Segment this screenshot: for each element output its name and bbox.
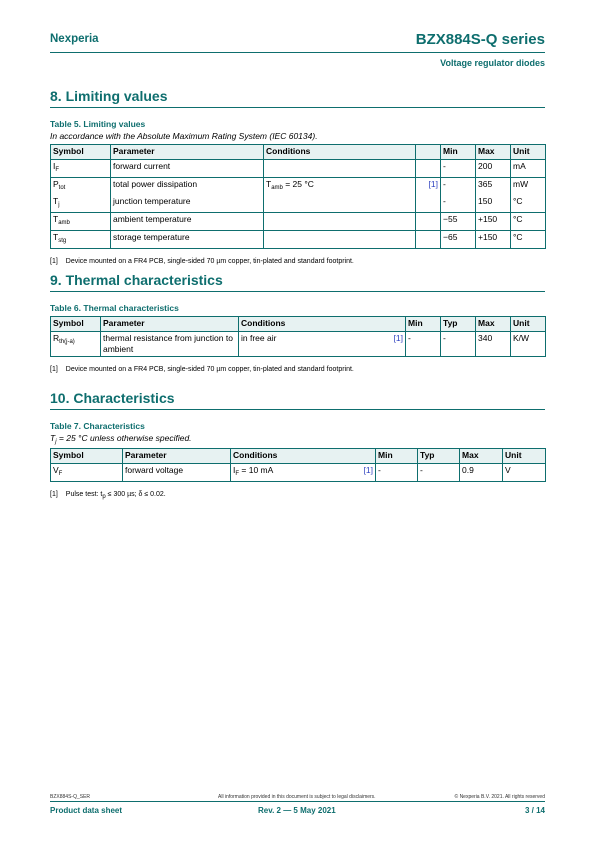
section-title: 9. Thermal characteristics	[50, 272, 545, 292]
cell-conditions: $T_{amb} = 25$ °C	[264, 178, 416, 213]
cell-ref	[416, 231, 441, 249]
cell-parameter: total power dissipation	[111, 178, 264, 196]
document-subtitle: Voltage regulator diodes	[440, 58, 545, 68]
table-note: $T_j = 25$ °C unless otherwise specified.	[50, 433, 192, 445]
section-limiting-values	[50, 88, 545, 265]
footnote-marker: [1]	[50, 258, 58, 265]
footer-disclaimer: All information provided in this document is subject to legal disclaimers.	[218, 794, 376, 800]
footnote-text: Device mounted on a FR4 PCB, single-sided 70 µm copper, tin-plated and standard footprint.	[65, 366, 354, 373]
cell-unit: mA	[511, 160, 546, 178]
cell-ref	[416, 160, 441, 178]
header-unit: Unit	[503, 449, 546, 464]
cell-symbol: $T_{amb}$	[51, 213, 111, 231]
cell-ref	[416, 213, 441, 231]
table-header-row	[51, 449, 546, 464]
cell-min: -	[406, 332, 441, 357]
table-note: In accordance with the Absolute Maximum Rating System (IEC 60134).	[50, 131, 318, 141]
header-conditions: Conditions	[264, 145, 416, 160]
cell-conditions	[264, 160, 416, 178]
table-caption: Table 6. Thermal characteristics	[50, 303, 179, 313]
cell-max: +150	[476, 213, 511, 231]
footnote-link[interactable]: [1]	[416, 178, 441, 213]
cell-conditions	[264, 231, 416, 249]
cell-parameter: forward voltage	[123, 464, 231, 482]
section-thermal-characteristics	[50, 272, 545, 373]
header-min: Min	[441, 145, 476, 160]
header-max: Max	[460, 449, 503, 464]
thermal-characteristics-table	[50, 316, 546, 357]
footnote-marker: [1]	[50, 366, 58, 373]
footnote-text: Pulse test: $t_p \le 300$ µs; δ ≤ 0.02.	[65, 491, 166, 500]
cell-conditions: $I_F = 10$ mA	[231, 464, 356, 482]
header-parameter: Parameter	[123, 449, 231, 464]
cell-symbol: $V_F$	[51, 464, 123, 482]
limiting-values-table	[50, 144, 546, 249]
cell-symbol: $I_F$	[51, 160, 111, 178]
footer-page-number: 3 / 14	[524, 806, 545, 815]
table-row	[51, 213, 546, 231]
cell-max: 200	[476, 160, 511, 178]
cell-unit: °C	[511, 195, 546, 213]
cell-unit: °C	[511, 231, 546, 249]
header-symbol: Symbol	[51, 145, 111, 160]
cell-max: 365	[476, 178, 511, 196]
footer-doc-type: Product data sheet	[50, 806, 123, 815]
cell-symbol: $P_{tot}$	[51, 178, 111, 196]
cell-unit: V	[503, 464, 546, 482]
cell-min: -	[441, 160, 476, 178]
section-title: 10. Characteristics	[50, 390, 545, 410]
footnote-link[interactable]: [1]	[379, 332, 406, 357]
cell-min: −55	[441, 213, 476, 231]
header-conditions: Conditions	[231, 449, 376, 464]
header-ref	[416, 145, 441, 160]
cell-unit: K/W	[511, 332, 546, 357]
table-header-row	[51, 145, 546, 160]
header-min: Min	[406, 317, 441, 332]
cell-min: -	[441, 178, 476, 196]
cell-parameter: thermal resistance from junction to ambient	[101, 332, 239, 357]
header-min: Min	[376, 449, 418, 464]
table-row	[51, 178, 546, 196]
cell-symbol: $R_{th(j-a)}$	[51, 332, 101, 357]
cell-parameter: forward current	[111, 160, 264, 178]
footer-divider	[50, 801, 545, 802]
header-symbol: Symbol	[51, 449, 123, 464]
cell-symbol: $T_j$	[51, 195, 111, 213]
header-unit: Unit	[511, 145, 546, 160]
header-parameter: Parameter	[101, 317, 239, 332]
cell-min: −65	[441, 231, 476, 249]
table-row	[51, 160, 546, 178]
cell-unit: mW	[511, 178, 546, 196]
brand-name: Nexperia	[50, 33, 99, 45]
section-characteristics	[50, 390, 545, 500]
table-footnote	[50, 258, 545, 265]
cell-conditions: in free air	[239, 332, 379, 357]
header-conditions: Conditions	[239, 317, 406, 332]
header-max: Max	[476, 145, 511, 160]
cell-parameter: ambient temperature	[111, 213, 264, 231]
table-header-row	[51, 317, 546, 332]
header-symbol: Symbol	[51, 317, 101, 332]
cell-conditions	[264, 213, 416, 231]
cell-max: +150	[476, 231, 511, 249]
cell-symbol: $T_{stg}$	[51, 231, 111, 249]
header-typ: Typ	[441, 317, 476, 332]
footer-revision: Rev. 2 — 5 May 2021	[258, 806, 336, 815]
cell-typ: -	[418, 464, 460, 482]
header-max: Max	[476, 317, 511, 332]
cell-min: -	[441, 195, 476, 213]
section-title: 8. Limiting values	[50, 88, 545, 108]
footnote-link[interactable]: [1]	[356, 464, 376, 482]
table-row	[51, 231, 546, 249]
table-caption: Table 5. Limiting values	[50, 119, 146, 129]
cell-max: 340	[476, 332, 511, 357]
cell-unit: °C	[511, 213, 546, 231]
cell-max: 150	[476, 195, 511, 213]
table-footnote	[50, 366, 545, 373]
table-footnote	[50, 491, 545, 500]
footnote-text: Device mounted on a FR4 PCB, single-sided 70 µm copper, tin-plated and standard footprint.	[65, 258, 354, 265]
header-divider	[50, 52, 545, 53]
footer-doc-id: BZX884S-Q_SER	[50, 794, 91, 800]
footnote-marker: [1]	[50, 491, 58, 498]
cell-typ: -	[441, 332, 476, 357]
table-caption: Table 7. Characteristics	[50, 421, 145, 431]
header-unit: Unit	[511, 317, 546, 332]
document-title: BZX884S-Q series	[415, 31, 545, 48]
table-row	[51, 464, 546, 482]
header-parameter: Parameter	[111, 145, 264, 160]
characteristics-table	[50, 448, 546, 482]
cell-min: -	[376, 464, 418, 482]
cell-parameter: storage temperature	[111, 231, 264, 249]
header-typ: Typ	[418, 449, 460, 464]
cell-max: 0.9	[460, 464, 503, 482]
table-row	[51, 332, 546, 357]
footer-copyright: © Nexperia B.V. 2021. All rights reserved	[454, 794, 545, 800]
cell-parameter: junction temperature	[111, 195, 264, 213]
